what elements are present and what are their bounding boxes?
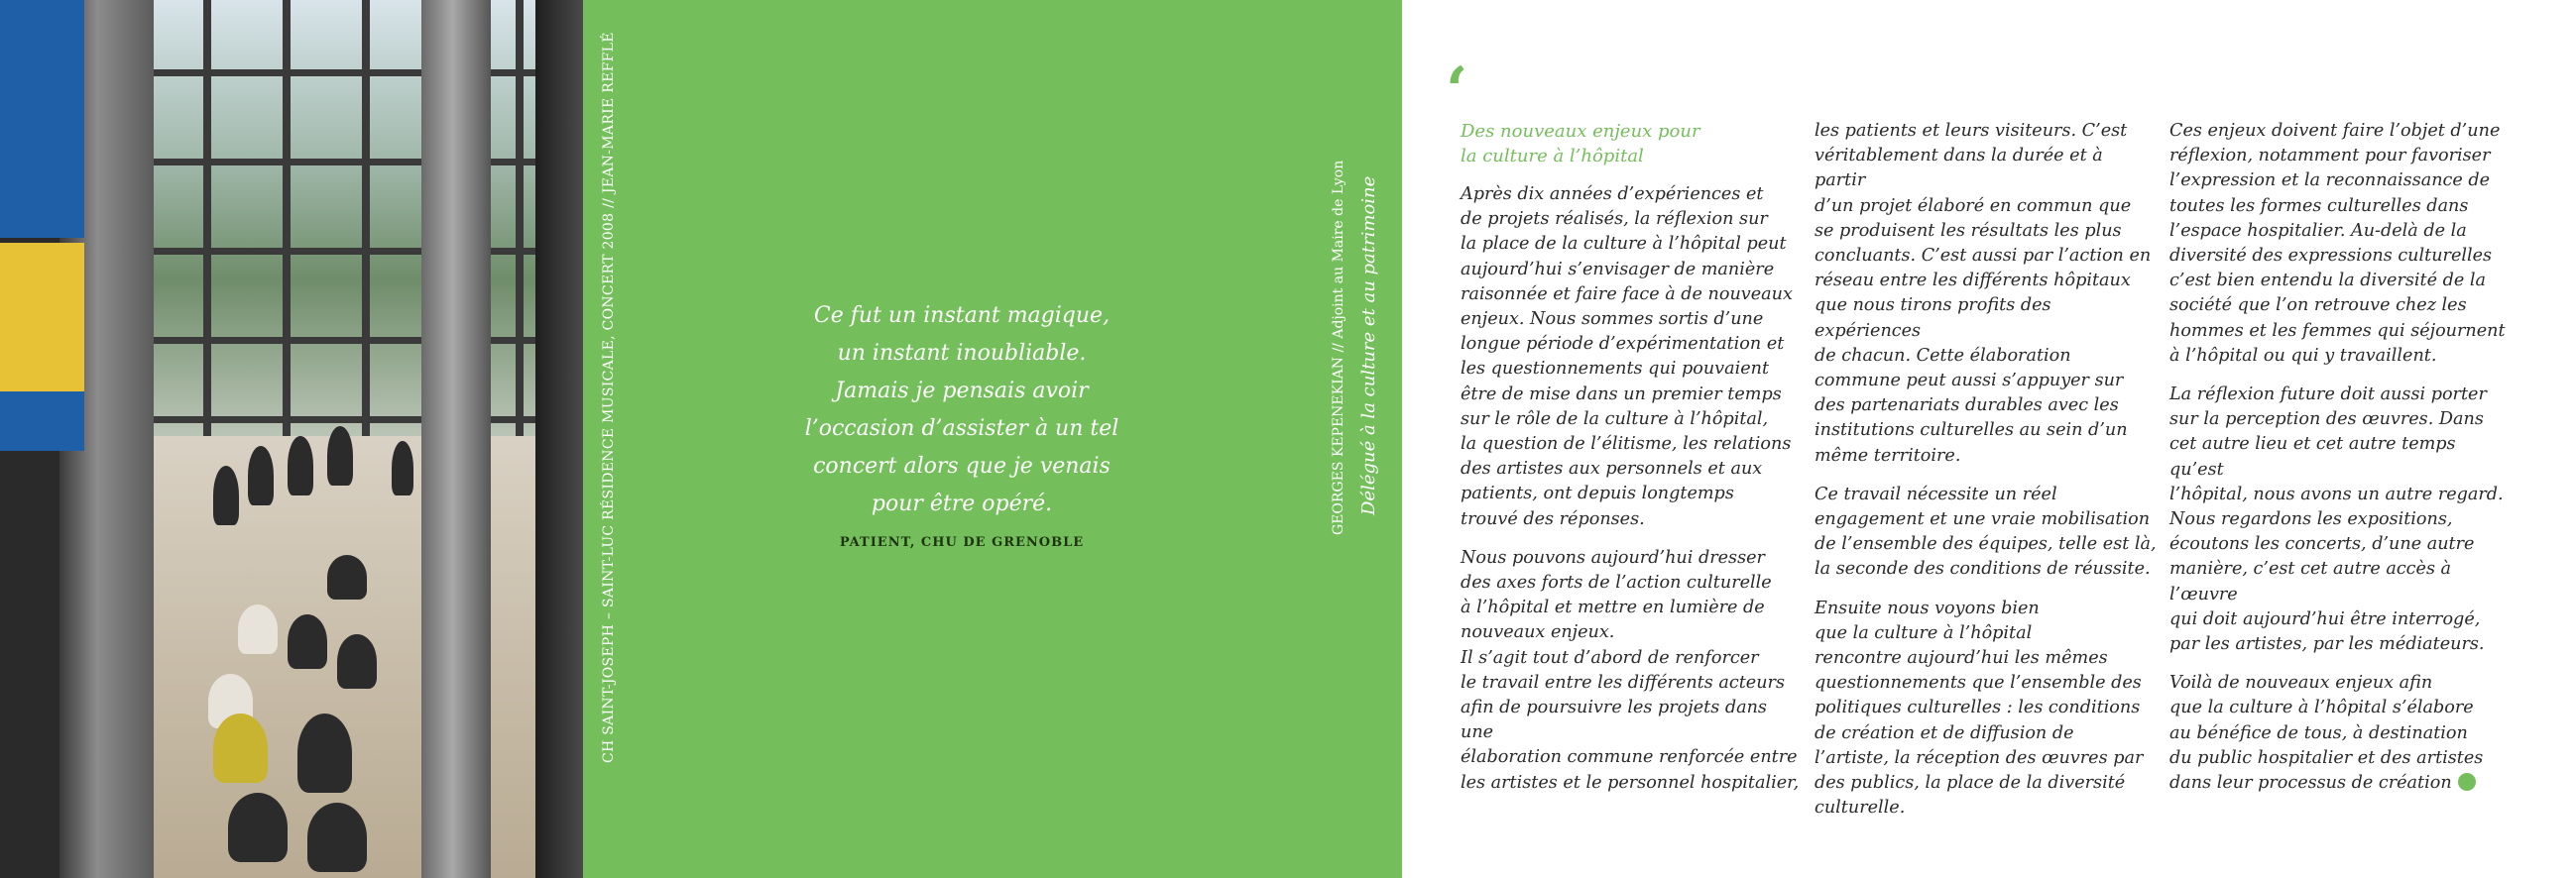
paragraph: Ces enjeux doivent faire l’objet d’une réflexion, notamment pour favoriser l’expression et la reconnaissance de toutes les formes culturelles dans l’espace hospitalier. Au-delà de la diversité des expressions culturelles c’est bien entendu la diversité de la société que l’on retrouve chez les hommes et les femmes qui séjournent à l’hôpital ou qui y travaillent. (2169, 121, 2506, 366)
paragraph: Ensuite nous voyons bien que la culture à l’hôpital rencontre aujourd’hui les mêmes questionnements que l’ensemble des politiques culturelles : les conditions de création et de diffusion de l’artiste, la réception des œuvres par des publics, la place de la diversité culturelle. (1815, 598, 2144, 819)
paragraph: La réflexion future doit aussi porter sur la perception des œuvres. Dans cet autre lieu et cet autre temps qu’est l’hôpital, nous avons un autre regard. Nous regardons les expositions, écoutons les concerts, d’une autre manière, c’est cet autre accès à l’œuvre qui doit aujourd’hui être interrogé, par les artistes, par les médiateurs. (2169, 384, 2504, 655)
author-title: Délégué à la culture et au patrimoine (1358, 175, 1379, 515)
testimonial-quote (694, 297, 1229, 550)
paragraph: Nous pouvons aujourd’hui dresser des axes forts de l’action culturelle à l’hôpital et mettre en lumière de nouveaux enjeux. Il s’agit tout d’abord de renforcer le travail entre les différents acteurs afin de poursuivre les projets dans une élaboration commune renforcée entre les artistes et le personnel hospitalier, (1461, 547, 1800, 793)
concert-photo (0, 0, 583, 878)
article-column-2 (1815, 119, 2157, 834)
paragraph: Ce travail nécessite un réel engagement et une vraie mobilisation de l’ensemble des équipes, telle est là, la seconde des conditions de réussite. (1815, 484, 2157, 580)
paragraph: les patients et leurs visiteurs. C’est véritablement dans la durée et à partir d’un projet élaboré en commun que se produisent les résultats les plus concluants. C’est aussi par l’action en réseau entre les différents hôpitaux que nous tirons profits des expériences de chacun. Cette élaboration commune peut aussi s’appuyer sur des partenariats durables avec les institutions culturelles au sein d’un même territoire. (1815, 121, 2152, 466)
paragraph: Après dix années d’expériences et de projets réalisés, la réflexion sur la place de la culture à l’hôpital peut aujourd’hui s’envisager de manière raisonnée et faire face à de nouveaux enjeux. Nous sommes sortis d’une longue période d’expérimentation et les questionnements qui pouvaient être de mise dans un premier temps sur le rôle de la culture à l’hôpital, la question de l’élitisme, les relations des artistes aux personnels et aux patients, ont depuis longtemps trouvé des réponses. (1461, 184, 1793, 529)
open-quote-icon: ‘ (1446, 54, 1468, 128)
article-heading: Des nouveaux enjeux pour la culture à l’hôpital (1461, 121, 1700, 166)
quote-text: Ce fut un instant magique, un instant inoubliable. Jamais je pensais avoir l’occasion d’assister à un tel concert alors que je venais pour être opéré. (804, 303, 1119, 516)
paragraph-final (2169, 671, 2512, 796)
end-dot-icon (2458, 773, 2476, 791)
photo-credit: CH SAINT-JOSEPH – SAINT-LUC RÉSIDENCE MUSICALE, CONCERT 2008 // JEAN-MARIE REFFLÉ (601, 32, 617, 763)
article-column-3 (2169, 119, 2512, 810)
author-name: GEORGES KEPENEKIAN // Adjoint au Maire de Lyon (1331, 160, 1347, 535)
quote-author: PATIENT, CHU DE GRENOBLE (839, 535, 1085, 550)
article-column-1 (1461, 119, 1803, 810)
final-text: Voilà de nouveaux enjeux afin que la culture à l’hôpital s’élabore au bénéfice de tous, à destination du public hospitalier et des artistes dans leur processus de création (2169, 673, 2484, 794)
